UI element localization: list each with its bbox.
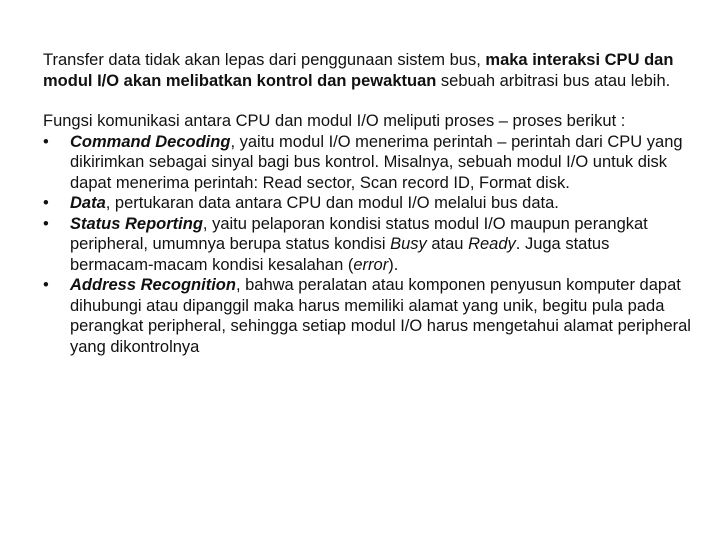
list-item-command-decoding xyxy=(43,132,693,194)
para1-bold-text: maka interaksi CPU dan modul I/O akan melibatkan kontrol dan pewaktuan xyxy=(43,51,674,90)
desc-address-recognition: , bahwa peralatan atau komponen penyusun komputer dapat dihubungi atau dipanggil maka harus memiliki alamat yang unik, begitu pula pada perangkat peripheral, sehingga setiap modul I/O harus mengetahui alamat peripheral yang dikontrolnya xyxy=(70,276,691,356)
desc-status-reporting: , yaitu pelaporan kondisi status modul I/O maupun perangkat peripheral, umumnya berupa status kondisi xyxy=(70,214,648,253)
desc-status-reporting-4: ). xyxy=(388,255,399,274)
desc-status-reporting-3: . Juga status bermacam-macam kondisi kesalahan ( xyxy=(70,235,610,274)
italic-ready: Ready xyxy=(468,235,516,253)
paragraph-bus-transfer xyxy=(43,50,693,91)
italic-error: error xyxy=(353,255,389,274)
italic-busy: Busy xyxy=(390,235,427,253)
list-item-status-reporting xyxy=(43,214,693,276)
bullet-icon: • xyxy=(43,132,49,151)
desc-data: , pertukaran data antara CPU dan modul I/O melalui bus data. xyxy=(105,194,559,212)
slide-content xyxy=(43,50,693,357)
functions-intro: Fungsi komunikasi antara CPU dan modul I/O meliputi proses – proses berikut : xyxy=(43,112,626,130)
term-data: Data xyxy=(70,194,106,212)
list-item-address-recognition xyxy=(43,275,693,357)
term-command-decoding: Command Decoding xyxy=(70,132,231,151)
bullet-icon: • xyxy=(43,276,49,294)
functions-list xyxy=(43,132,693,358)
desc-status-reporting-2: atau xyxy=(426,235,469,253)
para1-text: Transfer data tidak akan lepas dari penggunaan sistem bus, xyxy=(43,51,486,69)
list-item-data xyxy=(43,193,693,214)
paragraph-communication-functions xyxy=(43,111,693,357)
term-status-reporting: Status Reporting xyxy=(70,214,203,233)
desc-command-decoding: , yaitu modul I/O menerima perintah – perintah dari CPU yang dikirimkan sebagai sinyal bagi bus kontrol. Misalnya, sebuah modul I/O untuk disk dapat menerima perintah: Read sector, Scan record ID, Format disk. xyxy=(70,132,683,192)
bullet-icon: • xyxy=(43,214,49,233)
para1-text-end: sebuah arbitrasi bus atau lebih. xyxy=(436,71,671,90)
bullet-icon: • xyxy=(43,194,49,212)
term-address-recognition: Address Recognition xyxy=(70,276,236,294)
